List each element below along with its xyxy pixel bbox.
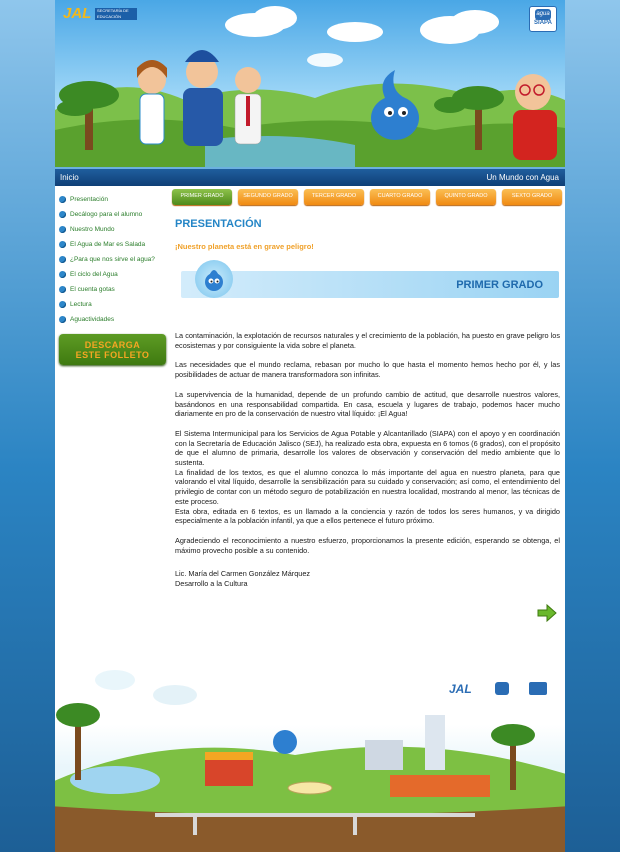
footer-partner-logo-icon[interactable]: [529, 682, 547, 695]
sidebar-item-label: El ciclo del Agua: [70, 271, 118, 278]
sidebar-item-decalogo[interactable]: [59, 207, 167, 222]
sidebar-item-label: El Agua de Mar es Salada: [70, 241, 146, 248]
signature-block: [175, 569, 560, 588]
siapa-drop-icon: agua: [535, 9, 551, 20]
sidebar-item-label: ¿Para que nos sirve el agua?: [70, 256, 155, 263]
tab-cuarto-grado[interactable]: CUARTO GRADO: [370, 189, 430, 205]
footer-scene: [55, 640, 565, 852]
tab-sexto-grado[interactable]: SEXTO GRADO: [502, 189, 562, 205]
sidebar-item-label: Presentación: [70, 196, 108, 203]
sidebar-item-label: Aguactividades: [70, 316, 115, 323]
right-background: [565, 0, 620, 852]
download-button-line1: DESCARGA: [84, 339, 141, 350]
presentation-text: [175, 331, 560, 589]
water-drop-bullet-icon: [59, 316, 66, 323]
paragraph: La supervivencia de la humanidad, depende de un profundo cambio de actitud, que desarrolle nuestros valores, basándonos en una responsabilidad compartida. En casa, escuela y lugares de trabajo, podemos hacer mucho diariamente en pro de la conservación de nuestro vital líquido: ¡El Agua!: [175, 389, 560, 419]
water-drop-bullet-icon: [59, 241, 66, 248]
paragraph: Agradeciendo el reconocimiento a nuestro esfuerzo, proporcionamos la presente edición, esperando se obtenga, el máximo provecho posible a su contenido.: [175, 535, 560, 555]
download-button-line2: ESTE FOLLETO: [75, 349, 150, 360]
tab-quinto-grado[interactable]: QUINTO GRADO: [436, 189, 496, 205]
footer-siapa-logo[interactable]: [495, 682, 509, 695]
grade-tabs: [170, 189, 565, 205]
paragraph: La finalidad de los textos, es que el alumno conozca lo más importante del agua en nuestro planeta, para que valorando el vital líquido, desarrolle la sensibilización para su cuidado y conservación; así como, el entendimiento del privilegio de contar con un método seguro de potabilización en nuestra localidad, mostrando al menor, las técnicas de este proceso.: [175, 467, 560, 506]
tab-primer-grado[interactable]: PRIMER GRADO: [172, 189, 232, 205]
sidebar-item-label: El cuenta gotas: [70, 286, 115, 293]
next-arrow-icon[interactable]: [536, 602, 558, 624]
sidebar-item-cuenta-gotas[interactable]: [59, 282, 167, 297]
page-subtitle: ¡Nuestro planeta está en grave peligro!: [175, 242, 314, 251]
tab-tercer-grado[interactable]: TERCER GRADO: [304, 189, 364, 205]
footer-illustration: [55, 640, 565, 852]
tab-segundo-grado[interactable]: SEGUNDO GRADO: [238, 189, 298, 205]
paragraph: Las necesidades que el mundo reclama, rebasan por mucho lo que hasta el momento hemos hecho por él, y las posibilidades de actuar de manera transformadora son infinitas.: [175, 360, 560, 380]
sidebar-item-presentacion[interactable]: [59, 192, 167, 207]
water-drop-bullet-icon: [59, 226, 66, 233]
water-drop-bullet-icon: [59, 286, 66, 293]
site-title: Un Mundo con Agua: [486, 173, 559, 182]
sidebar-item-para-que-sirve[interactable]: [59, 252, 167, 267]
sidebar-item-ciclo-del-agua[interactable]: [59, 267, 167, 282]
footer-jal-logo[interactable]: JAL: [449, 682, 472, 696]
siapa-logo[interactable]: [529, 6, 557, 32]
jal-logo[interactable]: JAL: [63, 5, 92, 22]
header-scene: [55, 0, 565, 167]
education-secretariat-badge[interactable]: SECRETARÍA DE EDUCACIÓN: [95, 8, 137, 20]
sidebar-item-lectura[interactable]: [59, 297, 167, 312]
sidebar-menu: [59, 192, 167, 327]
page-container: [55, 0, 565, 852]
water-drop-bullet-icon: [59, 196, 66, 203]
download-brochure-button[interactable]: [59, 334, 166, 365]
sidebar-item-nuestro-mundo[interactable]: [59, 222, 167, 237]
water-drop-bullet-icon: [59, 211, 66, 218]
top-navbar: [55, 167, 565, 186]
siapa-label: SIAPA: [534, 20, 552, 26]
breadcrumb-home-link[interactable]: Inicio: [60, 173, 79, 182]
signature-role: Desarrollo a la Cultura: [175, 579, 248, 589]
water-drop-mascot-icon: [195, 260, 233, 298]
paragraph: El Sistema Intermunicipal para los Servicios de Agua Potable y Alcantarillado (SIAPA) con el apoyo y en coordinación con la Secretaría de Educación Jalisco (SEJ), ha realizado esta obra, expuesta en 6 tomos (6 grados), con el propósito de que el alumno de primaria, desarrolle los valores de observación y conservación del medio ambiente que lo sustenta.: [175, 428, 560, 468]
water-drop-bullet-icon: [59, 301, 66, 308]
paragraph: La contaminación, la explotación de recursos naturales y el crecimiento de la población, ha puesto en grave peligro los ecosistemas y por consiguiente la vida sobre el planeta.: [175, 331, 560, 350]
left-background: [0, 0, 55, 852]
signature-name: Lic. María del Carmen González Márquez: [175, 569, 311, 579]
grade-banner: [181, 260, 561, 304]
water-drop-bullet-icon: [59, 271, 66, 278]
banner-grade-label: PRIMER GRADO: [456, 279, 543, 291]
sidebar-item-label: Nuestro Mundo: [70, 226, 115, 233]
header-illustration: [55, 0, 565, 167]
page-title: PRESENTACIÓN: [175, 218, 262, 230]
water-drop-bullet-icon: [59, 256, 66, 263]
sidebar-item-aguactividades[interactable]: [59, 312, 167, 327]
mascot-drawing: [195, 260, 233, 298]
sidebar-item-label: Lectura: [70, 301, 92, 308]
paragraph: Esta obra, editada en 6 textos, es un llamado a la conciencia y razón de todos los seres humanos, y va dirigido especialmente a la población infantil, ya que a ellos pertenece el futuro próximo.: [175, 506, 560, 526]
sidebar-item-agua-de-mar[interactable]: [59, 237, 167, 252]
sidebar-item-label: Decálogo para el alumno: [70, 211, 143, 218]
